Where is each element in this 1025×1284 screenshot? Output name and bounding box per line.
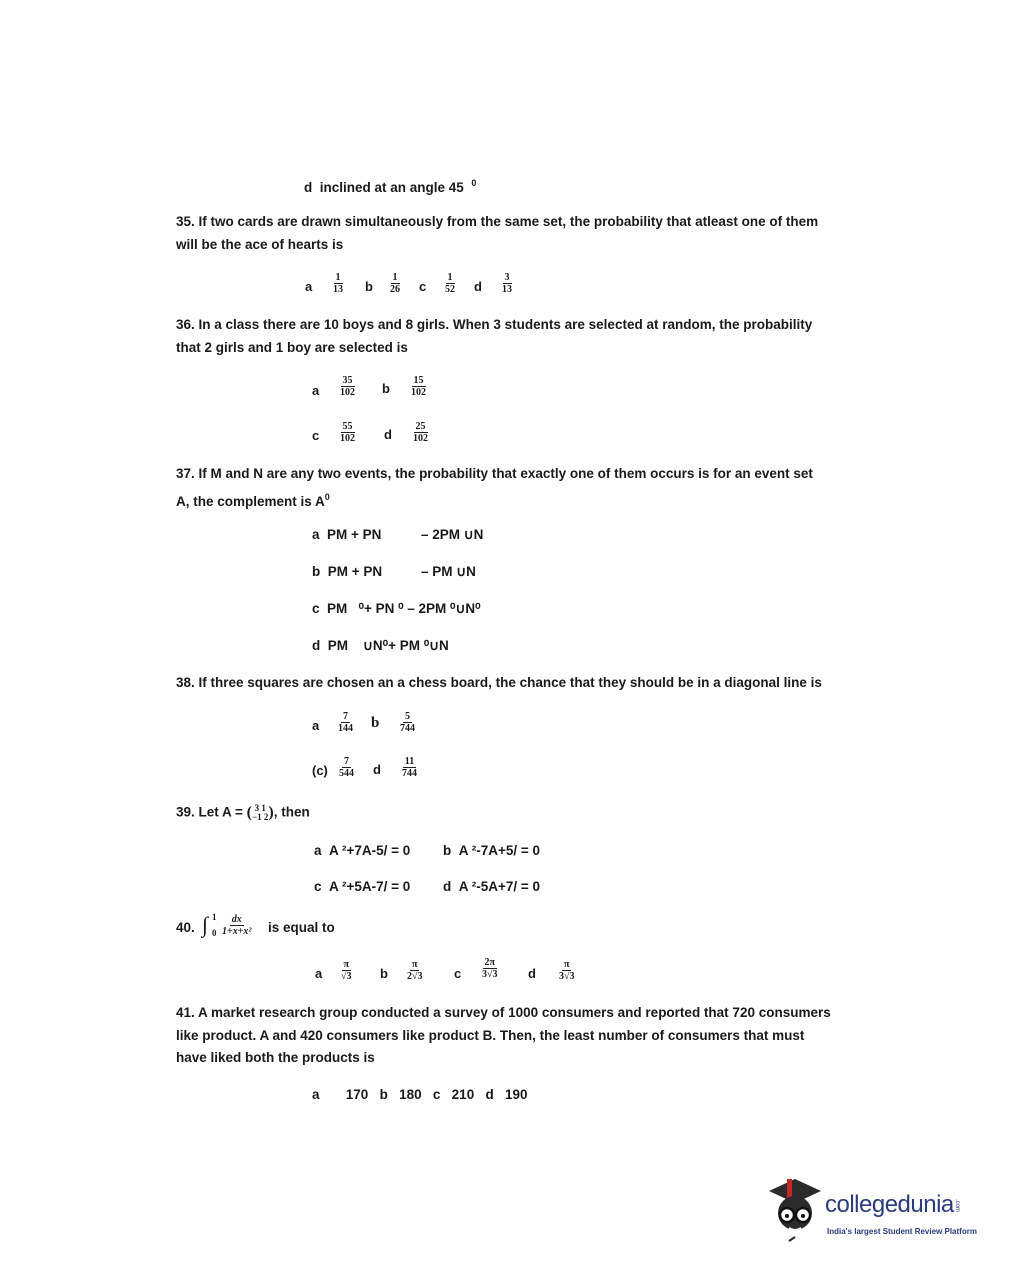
q39-option-a[interactable]: a A ²+7A-5/ = 0 <box>314 843 411 858</box>
option-d-label[interactable]: d <box>384 427 392 442</box>
question-36-line2: that 2 girls and 1 boy are selected is <box>176 339 408 355</box>
question-40-number: 40. <box>176 920 195 935</box>
option-b-label[interactable]: b <box>379 1087 388 1102</box>
question-38 <box>176 672 856 695</box>
q39-option-b[interactable]: b A ²-7A+5/ = 0 <box>443 843 541 858</box>
question-41-line2: like product. A and 420 consumers like product B. Then, the least number of consumers that must <box>176 1027 805 1043</box>
option-d-fraction: $\frac{\pi}{3√3}$ <box>559 959 575 982</box>
option-a-label[interactable]: a <box>305 279 313 294</box>
option-a-value: 170 <box>345 1087 369 1102</box>
option-a-fraction: $\frac{1}{13}$ <box>333 272 343 295</box>
q37-option-a-extra: – 2PM ∪N <box>421 527 484 542</box>
question-41-line3: have liked both the products is <box>176 1050 375 1065</box>
option-b-fraction: $\frac{15}{102}$ <box>411 375 426 398</box>
question-37 <box>176 463 856 513</box>
question-35 <box>176 211 856 256</box>
q37-option-c[interactable]: c PM ⁰+ PN ⁰ – 2PM ⁰∪N⁰ <box>312 601 481 616</box>
option-d-fraction: $\frac{3}{13}$ <box>502 272 512 295</box>
degree-sup: 0 <box>471 178 477 188</box>
option-a-label[interactable]: a <box>312 1087 320 1102</box>
option-text: inclined at an angle 45 <box>319 180 464 195</box>
question-38-line1: 38. If three squares are chosen an a chess board, the chance that they should be in a diagonal line is <box>176 675 822 690</box>
option-c-fraction: $\frac{7}{544}$ <box>339 756 354 779</box>
option-a-fraction: $\frac{35}{102}$ <box>340 375 355 398</box>
option-d-fraction: $\frac{25}{102}$ <box>413 421 428 444</box>
q39-option-c[interactable]: c A ²+5A-7/ = 0 <box>314 879 411 894</box>
option-c-label[interactable]: c <box>432 1087 441 1102</box>
option-c-label[interactable]: c <box>312 428 320 443</box>
option-c-label[interactable]: (c) <box>312 763 328 778</box>
brand-logo[interactable] <box>765 1175 995 1250</box>
option-b-label[interactable]: b <box>380 966 388 981</box>
option-b-label[interactable]: b <box>365 279 373 294</box>
question-35-line1: 35. If two cards are drawn simultaneously from the same set, the probability that atleast one of them <box>176 214 819 229</box>
option-b-label[interactable]: b <box>371 715 380 731</box>
question-41 <box>176 1002 856 1070</box>
question-40-integral: ∫ 1 0 <box>202 912 217 938</box>
q34-option-d <box>304 178 476 195</box>
option-d-label[interactable]: d <box>528 966 536 981</box>
brand-tagline: India's largest Student Review Platform <box>827 1227 977 1236</box>
brand-name: collegedunia.com <box>825 1191 960 1218</box>
question-35-line2: will be the ace of hearts is <box>176 236 344 252</box>
option-c-label[interactable]: c <box>419 279 427 294</box>
q37-option-b-extra: – PM ∪N <box>421 564 476 579</box>
q37-option-b[interactable]: b PM + PN <box>312 564 383 579</box>
q37-option-a[interactable]: a PM + PN <box>312 527 382 542</box>
student-mascot-icon <box>765 1175 825 1247</box>
question-40-suffix: is equal to <box>268 920 335 935</box>
question-37-line2: A, the complement is $A^0$ <box>176 491 330 509</box>
question-37-line1: 37. If M and N are any two events, the probability that exactly one of them occurs is for an event set <box>176 466 813 481</box>
option-c-value: 210 <box>451 1087 475 1102</box>
option-a-label[interactable]: a <box>315 966 323 981</box>
option-b-fraction: $\frac{\pi}{2√3}$ <box>407 959 423 982</box>
option-c-fraction: $\frac{2\pi}{3√3}$ <box>482 957 498 980</box>
option-b-value: 180 <box>399 1087 422 1102</box>
option-d-label[interactable]: d <box>373 762 381 777</box>
question-36-line1: 36. In a class there are 10 boys and 8 girls. When 3 students are selected at random, the probability <box>176 317 813 332</box>
q37-option-d[interactable]: d PM ∪N⁰+ PM ⁰∪N <box>312 638 449 653</box>
option-d-value: 190 <box>504 1087 528 1102</box>
option-c-fraction: $\frac{1}{52}$ <box>445 272 455 295</box>
q39-option-d[interactable]: d A ²-5A+7/ = 0 <box>443 879 541 894</box>
option-a-fraction: $\frac{7}{144}$ <box>338 711 353 734</box>
question-41-line1: 41. A market research group conducted a survey of 1000 consumers and reported that 720 consumers <box>176 1005 831 1020</box>
option-c-fraction: $\frac{55}{102}$ <box>340 421 355 444</box>
option-b-label[interactable]: b <box>382 381 390 396</box>
option-d-label[interactable]: d <box>474 279 482 294</box>
question-36 <box>176 314 856 359</box>
option-b-fraction: $\frac{1}{26}$ <box>390 272 400 295</box>
option-a-fraction: $\frac{\pi}{√3}$ <box>341 959 352 982</box>
option-a-label[interactable]: a <box>312 718 320 733</box>
option-d-fraction: $\frac{11}{744}$ <box>402 756 417 779</box>
question-39: 39. Let A = ( 3 1 −1 2 ), then <box>176 803 310 822</box>
question-40-integrand: $\frac{dx}{\text{1+x+x²}}$ <box>222 914 252 937</box>
question-41-options <box>312 1087 528 1102</box>
option-c-label[interactable]: c <box>454 966 462 981</box>
option-b-fraction: $\frac{5}{744}$ <box>400 711 415 734</box>
option-a-label[interactable]: a <box>312 383 320 398</box>
option-d-label[interactable]: d <box>485 1087 494 1102</box>
matrix-A: 3 1 −1 2 <box>252 803 269 822</box>
option-label: d <box>304 180 313 195</box>
